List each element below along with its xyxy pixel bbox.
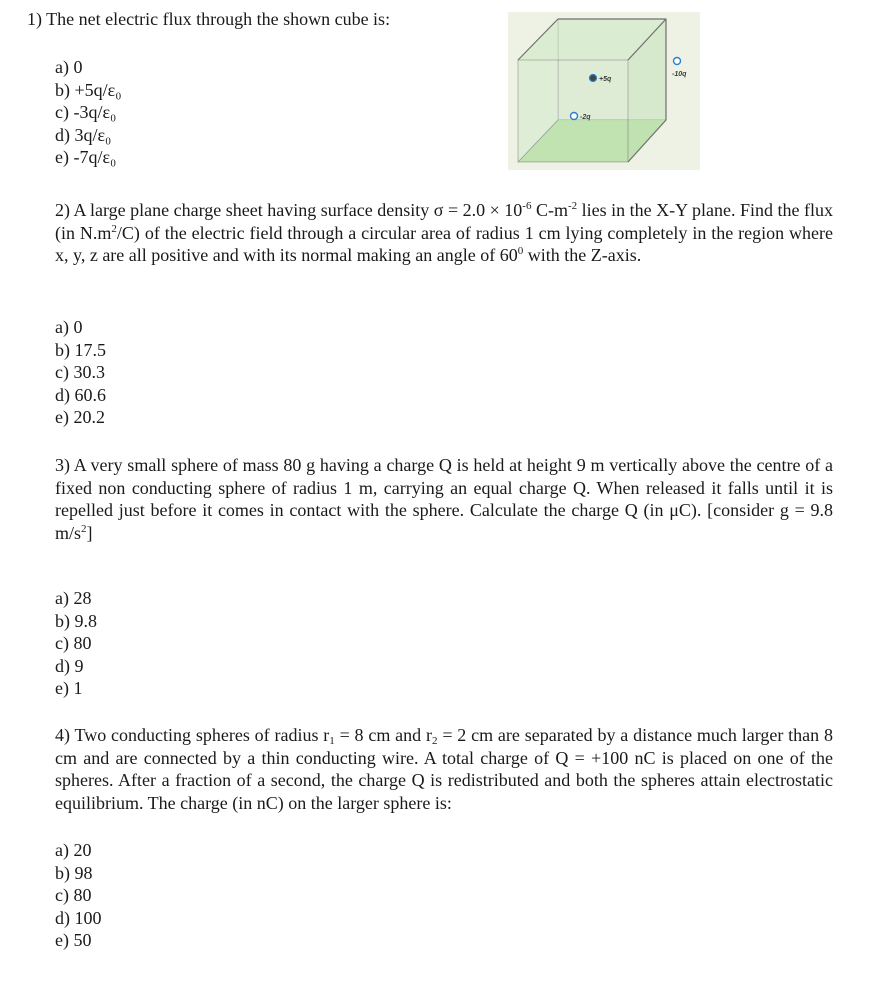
q2-option-d[interactable]: d) 60.6 (55, 384, 106, 405)
charge-minus-10q-dot (674, 58, 681, 65)
question-3-text: 3) A very small sphere of mass 80 g having a charge Q is held at height 9 m vertically above the centre of a fixed non conducting sphere of radius 1 m, carrying an equal charge Q. When released it falls until it is repelled just before it comes in contact with the sphere. Calculate the charge Q (in μC). [consider g = 9.8 $m/s^2$] (55, 455, 833, 543)
charge-minus-2q-dot (571, 113, 578, 120)
q1-option-a[interactable]: a) 0 (55, 57, 83, 77)
q3-option-d[interactable]: d) 9 (55, 655, 84, 676)
q3-option-c[interactable]: c) 80 (55, 633, 92, 653)
q1-option-c[interactable]: c) -3q/ε₀ (55, 102, 117, 122)
charge-plus-5q-label: +5q (599, 76, 612, 83)
q4-option-e[interactable]: e) 50 (55, 930, 92, 950)
charge-minus-2q-label: -2q (580, 114, 591, 121)
q4-option-a[interactable]: a) 20 (55, 840, 92, 860)
charge-plus-5q-dot (590, 75, 597, 82)
question-4-text: 4) Two conducting spheres of radius $r_1 = 8$ cm and $r_2 = 2$ cm are separated by a distance much larger than 8 cm and are connected by a thin conducting wire. A total charge of Q = +100 nC is placed on one of the spheres. After a fraction of a second, the charge Q is redistributed and both the spheres attain electrostatic equilibrium. The charge (in nC) on the larger sphere is: (55, 725, 833, 813)
question-3-options (55, 587, 97, 700)
q2-option-b[interactable]: b) 17.5 (55, 339, 106, 360)
q4-option-d[interactable]: d) 100 (55, 907, 102, 928)
q2-option-a[interactable]: a) 0 (55, 317, 83, 337)
q2-option-e[interactable]: e) 20.2 (55, 407, 105, 427)
q4-option-c[interactable]: c) 80 (55, 885, 92, 905)
q3-option-b[interactable]: b) 9.8 (55, 610, 97, 631)
question-2-options (55, 316, 106, 429)
cube-front-face (518, 60, 628, 162)
q2-option-c[interactable]: c) 30.3 (55, 362, 105, 382)
question-4-options (55, 839, 102, 952)
question-1-title: 1) The net electric flux through the shown cube is: (27, 9, 391, 29)
charge-minus-10q-label: -10q (672, 71, 687, 78)
q1-option-e[interactable]: e) -7q/ε₀ (55, 147, 117, 167)
question-1-options (55, 56, 121, 169)
cube-figure (508, 12, 700, 170)
q1-option-b[interactable]: b) +5q/ε₀ (55, 79, 122, 100)
q3-option-e[interactable]: e) 1 (55, 678, 83, 698)
question-2-text: 2) A large plane charge sheet having surface density $\sigma = 2.0 \times 10^{-6}$ $C-m^{-2}$ lies in the X-Y plane. Find the flux (in $N.m^2/C$) of the electric field through a circular area of radius 1 cm lying completely in the region where x, y, z are all positive and with its normal making an angle of $60^0$ with the Z-axis. (55, 200, 833, 265)
q1-option-d[interactable]: d) 3q/ε₀ (55, 124, 112, 145)
q4-option-b[interactable]: b) 98 (55, 862, 93, 883)
q3-option-a[interactable]: a) 28 (55, 588, 92, 608)
